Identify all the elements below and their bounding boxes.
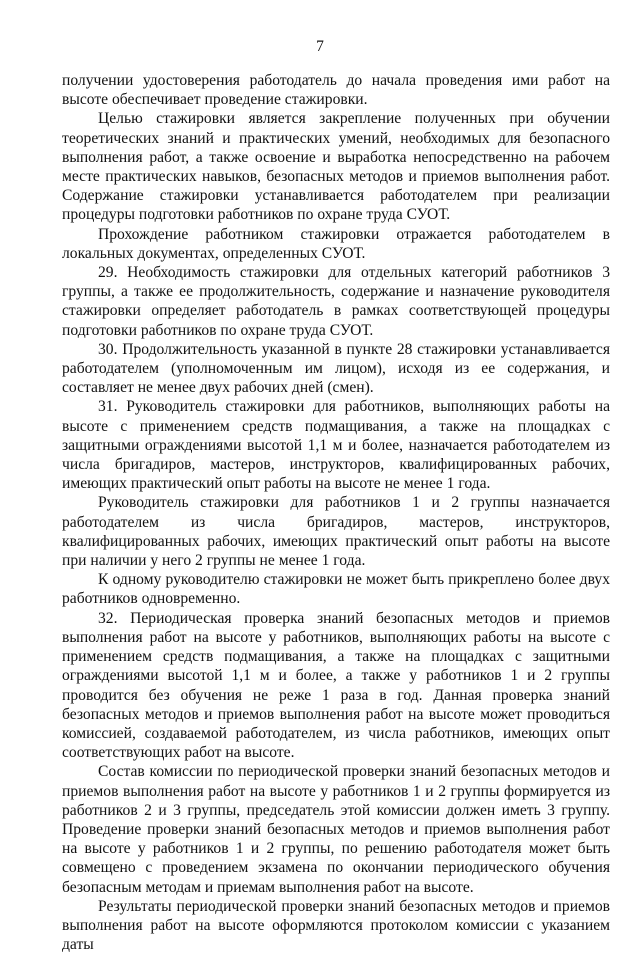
paragraph-clause-29: 29. Необходимость стажировки для отдельных категорий работников 3 группы, а также ее продолжительность, содержание и назначение руководителя стажировки определяет работодатель в рамках соответствующей процедуры подготовки работников по охране труда СУОТ.	[62, 264, 610, 339]
paragraph-internship-record: Прохождение работником стажировки отражается работодателем в локальных документах, определенных СУОТ.	[62, 225, 610, 262]
paragraph-clause-32: 32. Периодическая проверка знаний безопасных методов и приемов выполнения работ на высоте у работников, выполняющих работы на высоте с применением средств подмащивания, а также на площадках с защитными ограждениями высотой 1,1 м и более, а также у работников 1 и 2 группы проводится без обучения не реже 1 раза в год. Данная проверка знаний безопасных методов и приемов выполнения работ на высоте может проводиться комиссией, создаваемой работодателем, из числа работников, имеющих опыт соответствующих работ на высоте.	[62, 609, 610, 762]
page-number: 7	[316, 38, 324, 55]
paragraph-clause-30: 30. Продолжительность указанной в пункте 28 стажировки устанавливается работодателем (уполномоченным им лицом), исходя из ее содержания, и составляет не менее двух рабочих дней (смен).	[62, 340, 610, 397]
paragraph-supervisor-groups-1-2: Руководитель стажировки для работников 1 и 2 группы назначается работодателем из числа бригадиров, мастеров, инструкторов, квалифицированных рабочих, имеющих практический опыт работы на высоте при наличии у него 2 группы не менее 1 года.	[62, 494, 610, 570]
paragraph-check-results: Результаты периодической проверки знаний безопасных методов и приемов выполнения работ на высоте оформляются протоколом комиссии с указанием даты	[62, 897, 610, 954]
paragraph-clause-31: 31. Руководитель стажировки для работников, выполняющих работы на высоте с применением средств подмащивания, а также на площадках с защитными ограждениями высотой 1,1 м и более, назначается работодателем из числа бригадиров, мастеров, инструкторов, квалифицированных рабочих, имеющих практический опыт работы на высоте не менее 1 года.	[62, 398, 610, 493]
paragraph-supervisor-limit: К одному руководителю стажировки не может быть прикреплено более двух работников одновременно.	[62, 571, 610, 608]
document-body	[62, 71, 610, 954]
paragraph-internship-purpose: Целью стажировки является закрепление полученных при обучении теоретических знаний и практических умений, необходимых для безопасного выполнения работ, а также освоение и выработка непосредственно на рабочем месте практических навыков, безопасных методов и приемов выполнения работ. Содержание стажировки устанавливается работодателем при реализации процедуры подготовки работников по охране труда СУОТ.	[62, 110, 610, 224]
paragraph-commission-composition: Состав комиссии по периодической проверки знаний безопасных методов и приемов выполнения работ на высоте у работников 1 и 2 группы формируется из работников 2 и 3 группы, председатель этой комиссии должен иметь 3 группу. Проведение проверки знаний безопасных методов и приемов выполнения работ на высоте у работников 1 и 2 группы, по решению работодателя может быть совмещено с проведением экзамена по окончании периодического обучения безопасным методам и приемам выполнения работ на высоте.	[62, 763, 610, 896]
paragraph-continuation: получении удостоверения работодатель до начала проведения ими работ на высоте обеспечивает проведение стажировки.	[62, 72, 610, 109]
